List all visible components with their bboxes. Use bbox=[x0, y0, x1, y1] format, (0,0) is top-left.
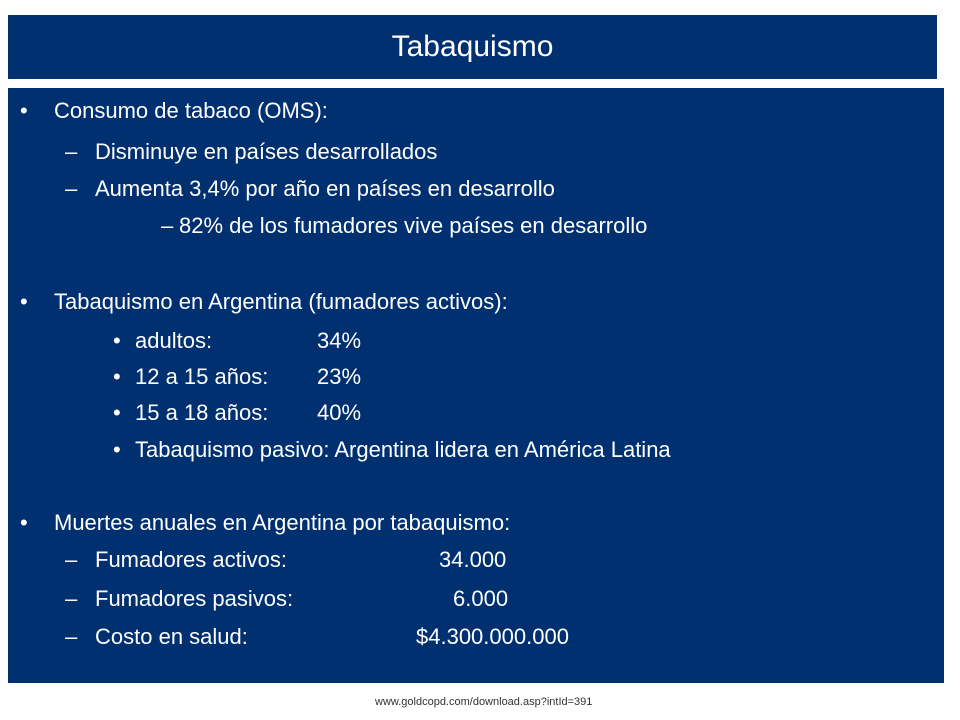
item-label: Costo en salud: bbox=[95, 624, 248, 649]
item-label: Tabaquismo pasivo: Argentina lidera en América Latina bbox=[135, 437, 671, 462]
item-text: Disminuye en países desarrollados bbox=[95, 139, 438, 164]
bullet: • bbox=[20, 289, 28, 314]
item-value: 6.000 bbox=[453, 586, 509, 611]
item-label: 15 a 18 años: bbox=[135, 400, 269, 425]
dash: – bbox=[65, 624, 78, 649]
item-label: Fumadores pasivos: bbox=[95, 586, 294, 611]
heading-text: Muertes anuales en Argentina por tabaquismo: bbox=[54, 510, 511, 535]
bullet: • bbox=[20, 510, 28, 535]
bullet: • bbox=[113, 328, 121, 353]
dash: – bbox=[65, 176, 78, 201]
item-value: 23% bbox=[317, 364, 362, 389]
item-value: 40% bbox=[317, 400, 362, 425]
heading-text: Consumo de tabaco (OMS): bbox=[54, 98, 328, 123]
heading-text: Tabaquismo en Argentina (fumadores activos): bbox=[54, 289, 508, 314]
source-link[interactable]: www.goldcopd.com/download.asp?intId=391 bbox=[375, 696, 593, 708]
item-label: Fumadores activos: bbox=[95, 547, 287, 572]
dash: – bbox=[65, 139, 78, 164]
item-text: Aumenta 3,4% por año en países en desarrollo bbox=[95, 176, 555, 201]
dash: – bbox=[65, 586, 78, 611]
slide-content bbox=[8, 88, 944, 683]
item-value: $4.300.000.000 bbox=[416, 624, 569, 649]
bullet: • bbox=[113, 364, 121, 389]
dash: – bbox=[161, 213, 174, 238]
bullet: • bbox=[20, 98, 28, 123]
item-label: adultos: bbox=[135, 328, 213, 353]
bullet: • bbox=[113, 437, 121, 462]
dash: – bbox=[65, 547, 78, 572]
item-text: 82% de los fumadores vive países en desarrollo bbox=[179, 213, 648, 238]
item-value: 34% bbox=[317, 328, 362, 353]
item-label: 12 a 15 años: bbox=[135, 364, 269, 389]
item-value: 34.000 bbox=[439, 547, 507, 572]
slide-title: Tabaquismo bbox=[391, 30, 554, 63]
slide-title-bar bbox=[8, 15, 937, 79]
bullet: • bbox=[113, 400, 121, 425]
